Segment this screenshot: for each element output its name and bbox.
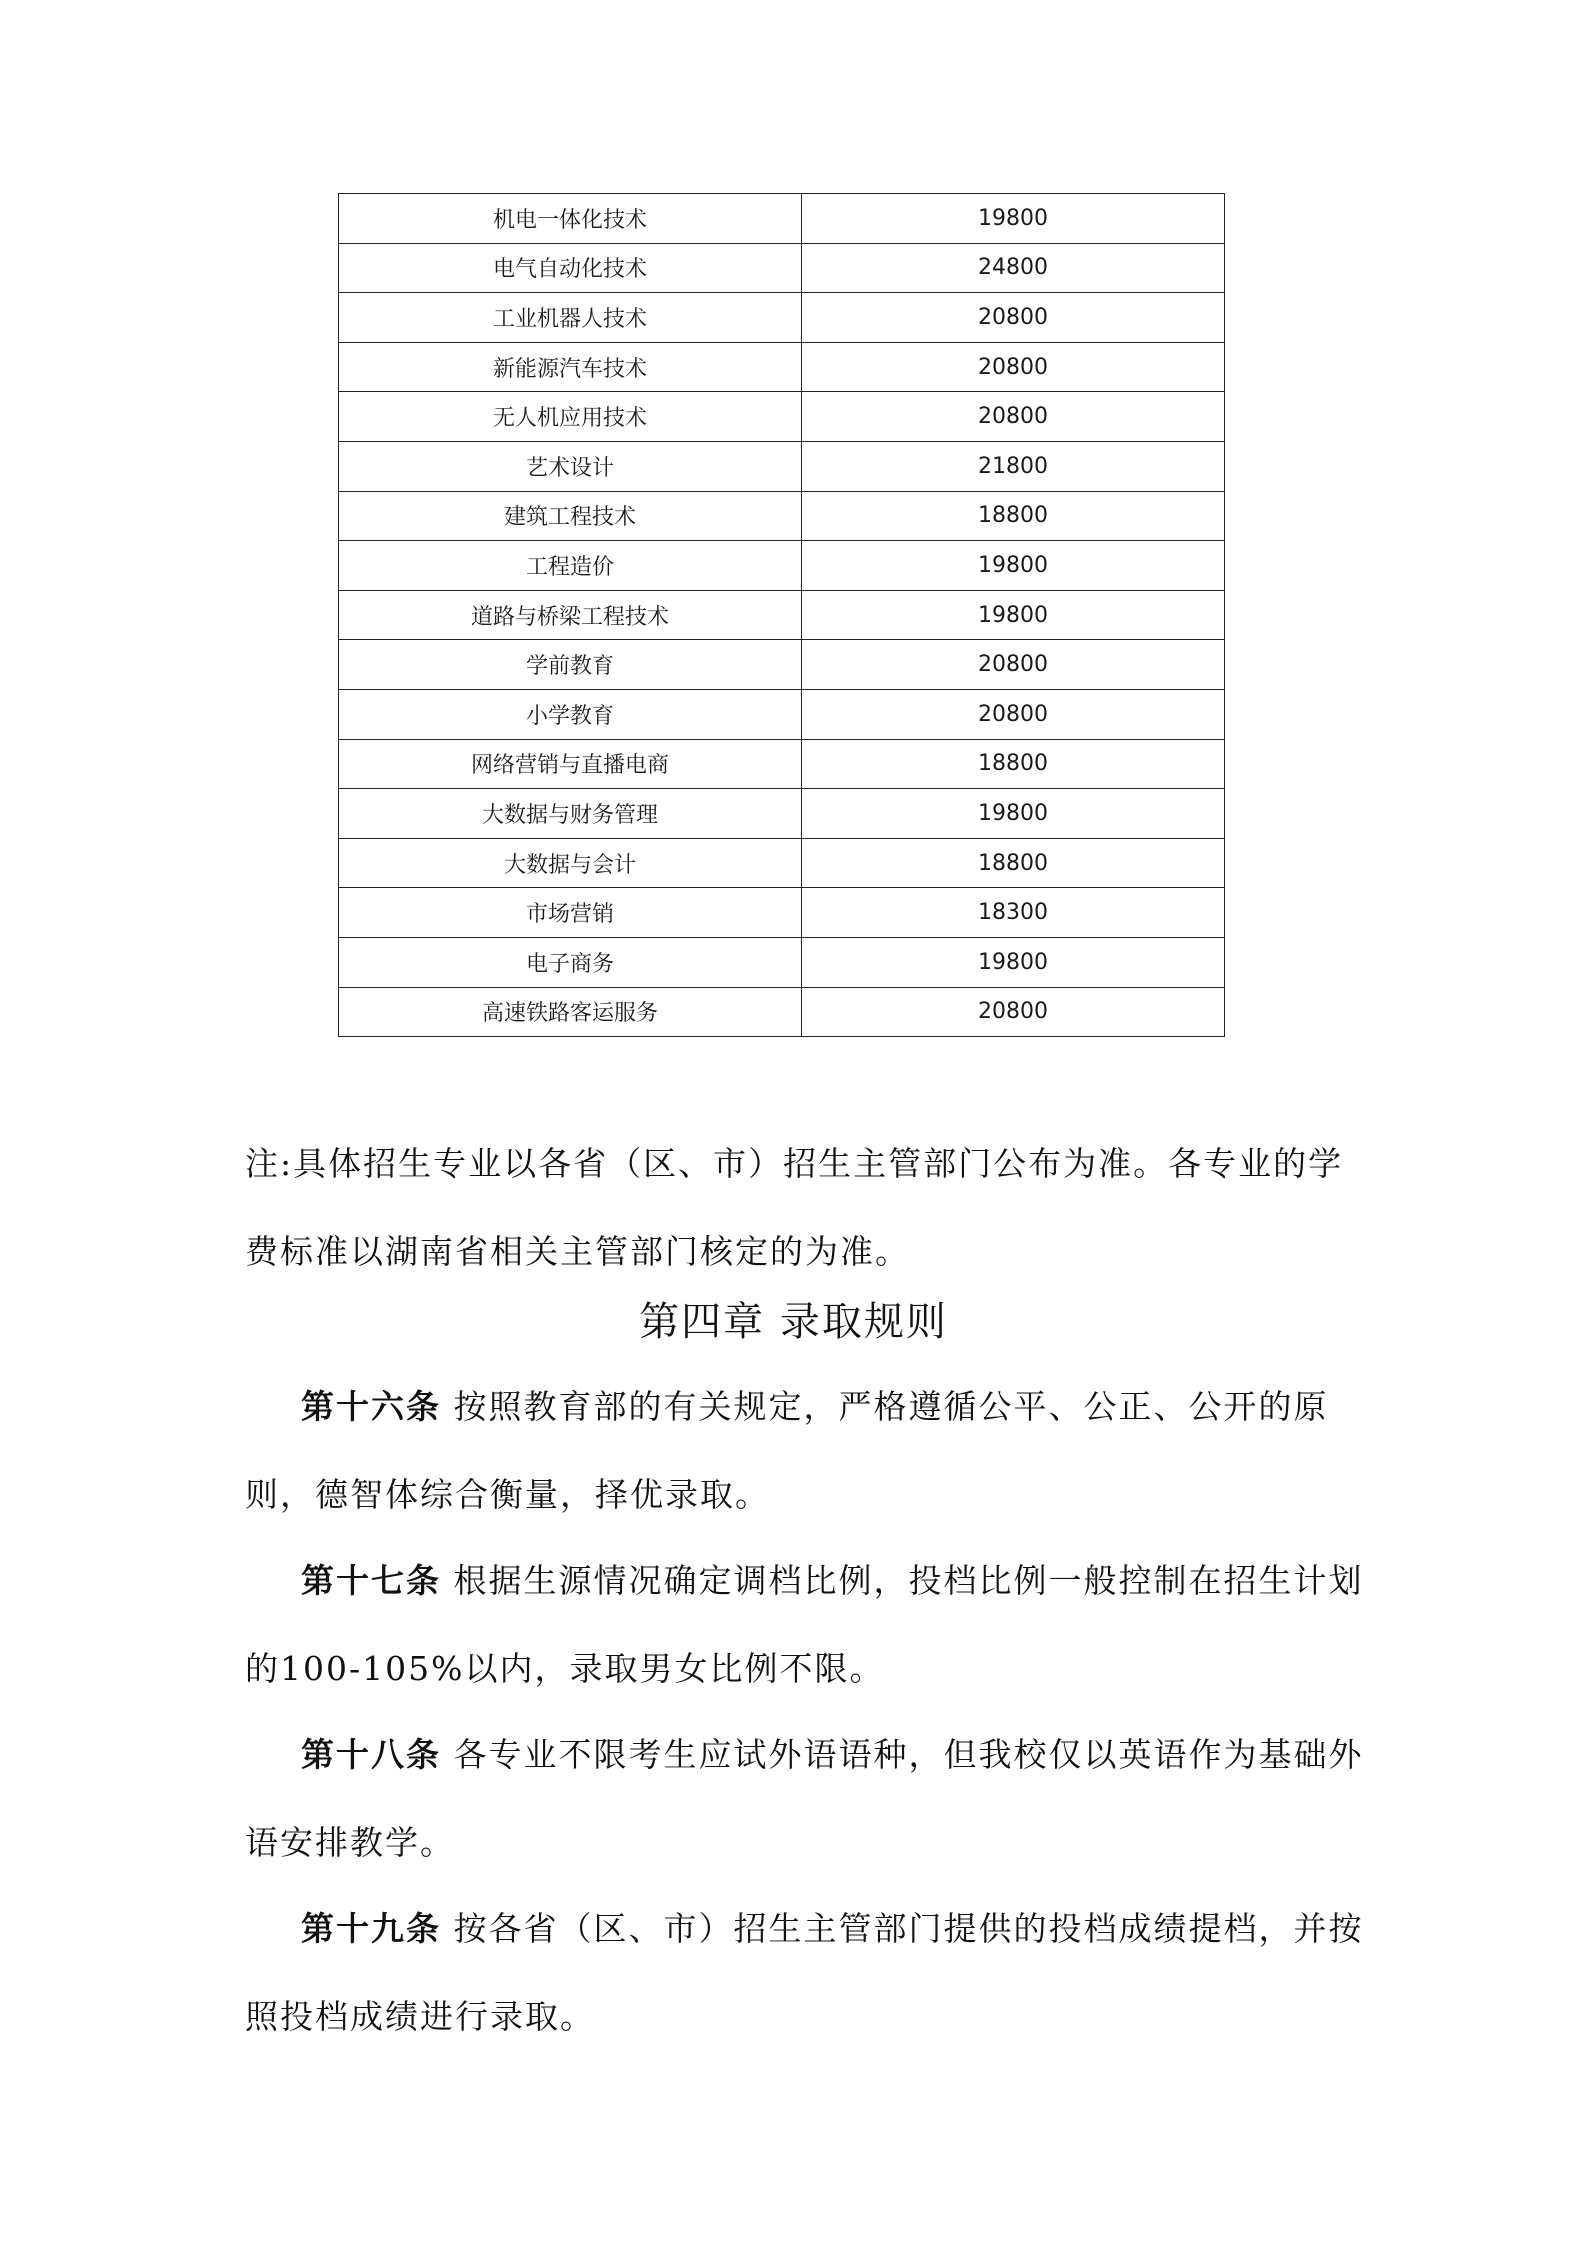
major-name-cell: 新能源汽车技术 <box>339 342 802 392</box>
table-row <box>339 937 1225 987</box>
fee-cell: 19800 <box>802 789 1225 839</box>
table-row <box>339 689 1225 739</box>
major-name-cell: 工程造价 <box>339 541 802 591</box>
fee-cell: 20800 <box>802 342 1225 392</box>
major-name-cell: 机电一体化技术 <box>339 194 802 244</box>
table-row <box>339 392 1225 442</box>
table-row <box>339 194 1225 244</box>
tuition-fee-table-body <box>339 194 1225 1037</box>
table-row <box>339 441 1225 491</box>
major-name-cell: 电子商务 <box>339 937 802 987</box>
table-row <box>339 739 1225 789</box>
article-number: 第十七条 <box>301 1561 441 1600</box>
major-name-cell: 建筑工程技术 <box>339 491 802 541</box>
major-name-cell: 小学教育 <box>339 689 802 739</box>
fee-cell: 19800 <box>802 194 1225 244</box>
fee-cell: 19800 <box>802 590 1225 640</box>
chapter-title: 第四章 录取规则 <box>639 1299 948 1345</box>
major-name-cell: 市场营销 <box>339 888 802 938</box>
fee-cell: 20800 <box>802 392 1225 442</box>
article-text: 按照教育部的有关规定，严格遵循公平、公正、公开的原则，德智体综合衡量，择优录取。 <box>245 1387 1329 1514</box>
fee-cell: 24800 <box>802 243 1225 293</box>
fee-cell: 18300 <box>802 888 1225 938</box>
tuition-fee-table <box>338 193 1225 1037</box>
table-row <box>339 590 1225 640</box>
article-text: 按各省（区、市）招生主管部门提供的投档成绩提档，并按照投档成绩进行录取。 <box>245 1909 1364 2036</box>
article-text: 根据生源情况确定调档比例，投档比例一般控制在招生计划的100-105%以内，录取男女比例不限。 <box>245 1561 1364 1688</box>
fee-cell: 19800 <box>802 541 1225 591</box>
fee-cell: 20800 <box>802 689 1225 739</box>
major-name-cell: 高速铁路客运服务 <box>339 987 802 1037</box>
table-row <box>339 888 1225 938</box>
major-name-cell: 电气自动化技术 <box>339 243 802 293</box>
fee-cell: 19800 <box>802 937 1225 987</box>
fee-cell: 20800 <box>802 987 1225 1037</box>
major-name-cell: 大数据与会计 <box>339 838 802 888</box>
major-name-cell: 艺术设计 <box>339 441 802 491</box>
major-name-cell: 网络营销与直播电商 <box>339 739 802 789</box>
table-row <box>339 838 1225 888</box>
fee-cell: 18800 <box>802 491 1225 541</box>
table-row <box>339 987 1225 1037</box>
major-name-cell: 工业机器人技术 <box>339 293 802 343</box>
major-name-cell: 学前教育 <box>339 640 802 690</box>
article-18 <box>245 1711 1365 1887</box>
article-17 <box>245 1537 1365 1713</box>
table-row <box>339 293 1225 343</box>
table-row <box>339 541 1225 591</box>
fee-cell: 18800 <box>802 838 1225 888</box>
fee-cell: 21800 <box>802 441 1225 491</box>
fee-cell: 20800 <box>802 293 1225 343</box>
article-number: 第十九条 <box>301 1909 441 1948</box>
major-name-cell: 道路与桥梁工程技术 <box>339 590 802 640</box>
fee-cell: 20800 <box>802 640 1225 690</box>
major-name-cell: 无人机应用技术 <box>339 392 802 442</box>
table-row <box>339 342 1225 392</box>
table-row <box>339 243 1225 293</box>
article-text: 各专业不限考生应试外语语种，但我校仅以英语作为基础外语安排教学。 <box>245 1735 1364 1862</box>
fee-note: 注:具体招生专业以各省（区、市）招生主管部门公布为准。各专业的学费标准以湖南省相关主管部门核定的为准。 <box>245 1144 1344 1271</box>
fee-cell: 18800 <box>802 739 1225 789</box>
table-row <box>339 491 1225 541</box>
table-row <box>339 640 1225 690</box>
table-row <box>339 789 1225 839</box>
article-number: 第十八条 <box>301 1735 441 1774</box>
major-name-cell: 大数据与财务管理 <box>339 789 802 839</box>
article-19 <box>245 1885 1365 2061</box>
article-16 <box>245 1363 1365 1539</box>
article-number: 第十六条 <box>301 1387 441 1426</box>
